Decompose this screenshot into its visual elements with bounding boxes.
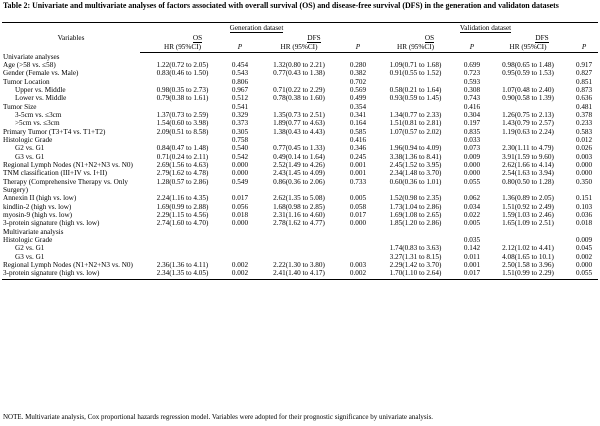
generation-dfs-header	[255, 34, 373, 43]
gen-os-hr-cell: 0.98(0.35 to 2.73)	[156, 85, 209, 94]
gen-dfs-hr-cell: 1.68(0.98 to 2.85)	[273, 202, 325, 211]
val-os-hr-cell: 2.29(1.42 to 3.70)	[389, 261, 442, 270]
val-dfs-hr-cell	[486, 53, 570, 61]
gen-dfs-hr-cell: 0.78(0.38 to 1.60)	[273, 94, 325, 103]
val-os-p-cell: 0.009	[463, 152, 481, 161]
gen-dfs-p-cell: 0.005	[349, 194, 367, 203]
gen-os-hr-cell: 0.84(0.47 to 1.48)	[156, 144, 209, 153]
gen-dfs-hr-cell: 1.89(0.77 to 4.63)	[273, 119, 325, 128]
gen-os-hr-cell: 0.83(0.46 to 1.50)	[156, 69, 209, 78]
hr-header: HR (95%CI)	[373, 43, 458, 53]
gen-os-p-cell: 0.305	[231, 127, 249, 136]
val-os-p-cell: 0.005	[463, 219, 481, 228]
val-os-hr-cell: 1.52(0.98 to 2.35)	[389, 194, 442, 203]
val-dfs-hr-cell: 1.07(0.48 to 2.40)	[502, 85, 554, 94]
gen-dfs-hr-cell	[255, 136, 343, 144]
table-row	[2, 136, 598, 144]
table-row	[2, 228, 598, 236]
gen-dfs-hr-cell: 1.32(0.80 to 2.21)	[273, 60, 325, 69]
variables-header: Variables	[2, 23, 140, 53]
val-os-p-cell: 0.699	[463, 60, 481, 69]
val-dfs-p-cell: 0.045	[575, 244, 593, 253]
val-dfs-hr-cell	[486, 228, 570, 236]
val-os-hr-cell	[373, 136, 458, 144]
table-row	[2, 94, 598, 102]
val-os-p-cell: 0.000	[463, 160, 481, 169]
variable-label: TNM classification (III+IV vs. I+II)	[3, 169, 107, 178]
gen-os-hr-cell	[140, 53, 225, 61]
gen-os-p-cell: 0.967	[231, 85, 249, 94]
val-dfs-p-cell	[570, 53, 598, 61]
gen-dfs-hr-cell: 0.77(0.45 to 1.33)	[273, 144, 325, 153]
variable-label: >5cm vs. ≤3cm	[15, 119, 60, 128]
val-os-hr-cell: 3.27(1.31 to 8.15)	[389, 252, 442, 261]
val-dfs-hr-cell: 0.90(0.58 to 1.39)	[502, 94, 554, 103]
val-os-p-cell	[458, 228, 486, 236]
table-row	[2, 244, 598, 252]
gen-dfs-p-cell: 0.733	[349, 177, 367, 186]
gen-os-hr-cell: 2.36(1.36 to 4.11)	[156, 261, 209, 270]
table-row	[2, 128, 598, 136]
gen-os-p-cell: 0.000	[231, 169, 249, 178]
val-os-p-cell: 0.197	[463, 119, 481, 128]
val-dfs-p-cell: 0.018	[575, 219, 593, 228]
val-os-hr-cell: 1.96(0.94 to 4.09)	[389, 144, 442, 153]
gen-dfs-p-cell	[343, 244, 373, 252]
gen-dfs-hr-cell	[255, 228, 343, 236]
val-os-p-cell: 0.034	[463, 202, 481, 211]
val-os-hr-cell: 1.73(1.04 to 2.86)	[389, 202, 442, 211]
results-table	[2, 22, 598, 280]
val-dfs-hr-cell	[486, 78, 570, 86]
table-row	[2, 86, 598, 94]
p-header: P	[225, 43, 255, 53]
val-dfs-hr-cell: 4.08(1.65 to 10.1)	[502, 252, 554, 261]
validation-dataset-header	[373, 23, 598, 35]
val-os-hr-cell: 1.09(0.71 to 1.68)	[389, 60, 442, 69]
generation-dataset-header	[140, 23, 373, 35]
gen-dfs-hr-cell: 0.77(0.43 to 1.38)	[273, 69, 325, 78]
variable-label: 3-5cm vs. ≤3cm	[15, 110, 62, 119]
gen-dfs-p-cell: 0.017	[349, 211, 367, 220]
p-header: P	[458, 43, 486, 53]
val-dfs-hr-cell	[486, 136, 570, 144]
gen-os-p-cell: 0.002	[225, 269, 255, 279]
val-dfs-p-cell: 0.851	[575, 77, 593, 86]
table-row	[2, 144, 598, 152]
table-row	[2, 261, 598, 269]
val-os-p-cell: 0.011	[464, 252, 480, 261]
table-row	[2, 211, 598, 219]
table-caption: Table 2: Univariate and multivariate analyses of factors associated with overall survival (OS) and disease-free survival (DFS) in the generation and validaton datasets	[3, 1, 559, 10]
gen-os-hr-cell: 0.79(0.38 to 1.61)	[156, 94, 209, 103]
gen-os-hr-cell: 1.69(0.99 to 2.88)	[156, 202, 209, 211]
table-row	[2, 169, 598, 177]
val-os-hr-cell: 1.51(0.81 to 2.81)	[389, 119, 442, 128]
val-dfs-hr-cell: 2.62(1.66 to 4.14)	[502, 160, 554, 169]
gen-dfs-hr-cell: 2.52(1.49 to 4.26)	[273, 160, 325, 169]
gen-os-hr-cell: 2.79(1.62 to 4.78)	[156, 169, 209, 178]
generation-os-header	[140, 34, 255, 43]
val-dfs-p-cell: 0.002	[575, 252, 593, 261]
variable-label: Histologic Grade	[3, 135, 53, 144]
table-row	[2, 161, 598, 169]
table-row	[2, 103, 598, 111]
val-dfs-hr-cell: 2.30(1.11 to 4.79)	[502, 144, 554, 153]
variable-label: Regional Lymph Nodes (N1+N2+N3 vs. N0)	[3, 261, 133, 270]
validation-dfs-header	[486, 34, 598, 43]
val-dfs-p-cell: 0.583	[575, 127, 593, 136]
gen-os-p-cell	[225, 236, 255, 244]
gen-os-p-cell: 0.018	[231, 211, 249, 220]
gen-dfs-p-cell: 0.416	[349, 135, 367, 144]
gen-os-p-cell: 0.758	[231, 135, 249, 144]
val-dfs-hr-cell: 1.65(1.09 to 2.51)	[502, 219, 554, 228]
table-row	[2, 69, 598, 77]
gen-dfs-p-cell: 0.001	[349, 160, 367, 169]
variable-label: Tumor Size	[3, 102, 37, 111]
gen-os-p-cell: 0.542	[231, 152, 249, 161]
gen-dfs-p-cell: 0.280	[349, 60, 367, 69]
val-dfs-p-cell: 0.233	[575, 119, 593, 128]
val-dfs-hr-cell: 3.91(1.59 to 9.60)	[502, 152, 554, 161]
val-os-p-cell: 0.416	[463, 102, 481, 111]
val-dfs-p-cell: 0.103	[575, 202, 593, 211]
gen-os-hr-cell: 1.37(0.73 to 2.59)	[156, 110, 209, 119]
val-os-p-cell: 0.304	[463, 110, 481, 119]
gen-os-hr-cell: 1.28(0.57 to 2.86)	[156, 177, 209, 186]
table-row	[2, 219, 598, 227]
val-os-hr-cell: 0.58(0.21 to 1.64)	[389, 85, 442, 94]
gen-dfs-hr-cell: 0.71(0.22 to 2.29)	[273, 85, 325, 94]
gen-os-hr-cell	[140, 103, 225, 111]
variable-label: Tumor Location	[3, 77, 50, 86]
table-body	[2, 53, 598, 280]
val-os-p-cell: 0.835	[463, 127, 481, 136]
val-os-p-cell: 0.033	[463, 135, 481, 144]
table-row	[2, 253, 598, 261]
gen-os-p-cell: 0.017	[231, 194, 249, 203]
generation-dfs-label: DFS	[307, 34, 321, 42]
gen-os-hr-cell	[140, 228, 225, 236]
val-os-p-cell: 0.062	[463, 194, 481, 203]
gen-os-p-cell: 0.549	[231, 177, 249, 186]
val-os-hr-cell: 0.91(0.55 to 1.52)	[389, 69, 442, 78]
val-dfs-p-cell: 0.917	[575, 60, 593, 69]
gen-dfs-hr-cell: 2.78(1.62 to 4.77)	[273, 219, 325, 228]
gen-dfs-hr-cell: 2.62(1.35 to 5.08)	[273, 194, 325, 203]
val-dfs-p-cell: 0.350	[575, 177, 593, 186]
val-os-p-cell: 0.000	[463, 169, 481, 178]
gen-dfs-hr-cell	[255, 53, 343, 61]
val-dfs-hr-cell: 0.80(0.50 to 1.28)	[502, 177, 554, 186]
validation-dfs-label: DFS	[535, 34, 549, 42]
table-row	[2, 119, 598, 127]
val-dfs-hr-cell: 1.19(0.63 to 2.24)	[502, 127, 554, 136]
hr-header: HR (95%CI)	[486, 43, 570, 53]
val-dfs-p-cell	[570, 228, 598, 236]
val-os-p-cell: 0.035	[463, 236, 481, 245]
table-row	[2, 111, 598, 119]
gen-dfs-hr-cell: 2.43(1.45 to 4.09)	[273, 169, 325, 178]
gen-dfs-p-cell: 0.499	[349, 94, 367, 103]
gen-os-hr-cell: 1.22(0.72 to 2.05)	[156, 60, 209, 69]
val-os-hr-cell	[373, 236, 458, 244]
gen-os-p-cell	[225, 53, 255, 61]
val-dfs-p-cell: 0.026	[575, 144, 593, 153]
gen-dfs-p-cell: 0.245	[349, 152, 367, 161]
table-row	[2, 194, 598, 202]
val-dfs-hr-cell: 2.12(1.02 to 4.41)	[502, 244, 554, 253]
gen-dfs-hr-cell: 2.41(1.40 to 4.17)	[255, 269, 343, 279]
variable-label: kindlin-2 (high vs. low)	[3, 202, 72, 211]
gen-os-hr-cell: 1.54(0.60 to 3.98)	[156, 119, 209, 128]
table-row	[2, 203, 598, 211]
val-os-p-cell: 0.308	[463, 85, 481, 94]
variable-label: Primary Tumor (T3+T4 vs. T1+T2)	[3, 127, 106, 136]
val-os-p-cell: 0.073	[463, 144, 481, 153]
gen-os-p-cell: 0.512	[231, 94, 249, 103]
table-row	[2, 78, 598, 86]
gen-dfs-p-cell: 0.354	[349, 102, 367, 111]
variable-label: myosin-9 (high vs. low)	[3, 211, 73, 220]
gen-dfs-p-cell: 0.341	[349, 110, 367, 119]
table-row	[2, 61, 598, 69]
val-dfs-hr-cell: 2.54(1.63 to 3.94)	[502, 169, 554, 178]
val-os-p-cell	[458, 53, 486, 61]
gen-dfs-hr-cell	[255, 253, 343, 261]
table-row	[2, 178, 598, 195]
gen-dfs-hr-cell	[255, 78, 343, 86]
gen-dfs-hr-cell	[255, 103, 343, 111]
generation-os-label: OS	[192, 34, 203, 42]
gen-os-p-cell	[225, 228, 255, 236]
val-dfs-hr-cell: 1.26(0.75 to 2.13)	[502, 110, 554, 119]
val-dfs-p-cell: 0.000	[575, 160, 593, 169]
hr-header: HR (95%CI)	[140, 43, 225, 53]
generation-dataset-label: Generation dataset	[229, 24, 284, 32]
gen-dfs-hr-cell: 2.31(1.16 to 4.60)	[273, 211, 325, 220]
val-dfs-p-cell: 0.151	[575, 194, 593, 203]
table-row	[2, 236, 598, 244]
table-row	[2, 269, 598, 279]
variable-label: G2 vs. G1	[15, 244, 45, 253]
gen-os-p-cell: 0.543	[231, 69, 249, 78]
val-dfs-p-cell: 0.055	[570, 269, 598, 279]
val-os-p-cell: 0.723	[463, 69, 481, 78]
validation-os-label: OS	[424, 34, 435, 42]
validation-os-header	[373, 34, 486, 43]
val-os-hr-cell: 1.74(0.83 to 3.63)	[389, 244, 442, 253]
gen-os-p-cell: 0.373	[231, 119, 249, 128]
gen-dfs-p-cell	[343, 53, 373, 61]
val-os-p-cell: 0.593	[463, 77, 481, 86]
val-os-hr-cell: 0.93(0.59 to 1.45)	[389, 94, 442, 103]
hr-header: HR (95%CI)	[255, 43, 343, 53]
gen-os-hr-cell	[140, 236, 225, 244]
gen-os-hr-cell	[140, 136, 225, 144]
gen-dfs-hr-cell: 0.86(0.36 to 2.06)	[273, 177, 325, 186]
val-dfs-p-cell: 0.003	[575, 152, 593, 161]
validation-dataset-label: Validation dataset	[459, 24, 512, 32]
gen-os-p-cell: 0.806	[231, 77, 249, 86]
val-dfs-p-cell: 0.000	[575, 261, 593, 270]
gen-dfs-hr-cell: 1.38(0.43 to 4.43)	[273, 127, 325, 136]
variable-label: G3 vs. G1	[15, 152, 45, 161]
gen-os-p-cell: 0.056	[231, 202, 249, 211]
gen-os-hr-cell	[140, 78, 225, 86]
gen-os-hr-cell	[140, 244, 225, 252]
gen-os-hr-cell: 2.09(0.51 to 8.58)	[156, 127, 209, 136]
variable-label: 3-protein signature (high vs. low)	[3, 219, 100, 228]
val-os-p-cell: 0.022	[463, 211, 481, 220]
gen-os-hr-cell: 2.29(1.15 to 4.56)	[156, 211, 209, 220]
gen-dfs-p-cell: 0.702	[349, 77, 367, 86]
val-os-hr-cell	[373, 103, 458, 111]
variable-label: Univariate analyses	[3, 52, 60, 61]
gen-os-hr-cell: 2.74(1.60 to 4.70)	[156, 219, 209, 228]
p-header: P	[570, 43, 598, 53]
val-os-p-cell: 0.142	[463, 244, 481, 253]
variable-label: Upper vs. Middle	[15, 85, 66, 94]
val-os-hr-cell: 0.60(0.36 to 1.01)	[389, 177, 442, 186]
val-dfs-hr-cell: 2.50(1.58 to 3.96)	[502, 261, 554, 270]
variable-label: G3 vs. G1	[15, 252, 45, 261]
gen-os-p-cell: 0.329	[231, 110, 249, 119]
table-row	[2, 153, 598, 161]
gen-dfs-p-cell: 0.001	[349, 169, 367, 178]
val-dfs-hr-cell: 1.36(0.89 to 2.05)	[502, 194, 554, 203]
gen-dfs-p-cell: 0.569	[349, 85, 367, 94]
val-os-hr-cell: 1.69(1.08 to 2.65)	[389, 211, 442, 220]
val-dfs-hr-cell: 1.59(1.03 to 2.46)	[502, 211, 554, 220]
val-dfs-p-cell: 0.636	[575, 94, 593, 103]
variable-label: Regional Lymph Nodes (N1+N2+N3 vs. N0)	[3, 160, 133, 169]
val-os-hr-cell: 2.45(1.52 to 3.95)	[389, 160, 442, 169]
gen-dfs-p-cell: 0.382	[349, 69, 367, 78]
val-dfs-p-cell: 0.481	[575, 102, 593, 111]
gen-dfs-hr-cell	[255, 244, 343, 252]
val-dfs-hr-cell: 1.51(0.99 to 2.29)	[486, 269, 570, 279]
val-dfs-p-cell: 0.009	[575, 236, 593, 245]
table-row	[2, 53, 598, 61]
variable-label: Gender (Female vs. Male)	[3, 69, 79, 78]
val-os-p-cell: 0.743	[463, 94, 481, 103]
gen-os-p-cell: 0.540	[231, 144, 249, 153]
val-os-hr-cell: 1.85(1.20 to 2.86)	[389, 219, 442, 228]
val-dfs-p-cell: 0.873	[575, 85, 593, 94]
variable-label: Lower vs. Middle	[15, 94, 67, 103]
gen-dfs-p-cell: 0.000	[349, 219, 367, 228]
variable-label: Therapy (Comprehensive Therapy vs. Only Surgery)	[3, 177, 129, 194]
p-header: P	[343, 43, 373, 53]
gen-dfs-hr-cell	[255, 236, 343, 244]
variable-label: G2 vs. G1	[15, 144, 45, 153]
val-os-hr-cell: 2.34(1.48 to 3.70)	[389, 169, 442, 178]
header-row-datasets	[2, 23, 598, 35]
val-dfs-p-cell: 0.000	[575, 169, 593, 178]
val-os-hr-cell: 1.07(0.57 to 2.02)	[389, 127, 442, 136]
gen-os-p-cell: 0.000	[231, 160, 249, 169]
gen-dfs-p-cell: 0.346	[349, 144, 367, 153]
gen-dfs-p-cell: 0.058	[349, 202, 367, 211]
variable-label: 3-protein signature (high vs. low)	[2, 269, 140, 279]
gen-os-p-cell: 0.002	[231, 261, 249, 270]
gen-os-p-cell	[225, 244, 255, 252]
gen-dfs-p-cell	[343, 253, 373, 261]
gen-dfs-p-cell	[343, 236, 373, 244]
table-note: NOTE. Multivariate analysis, Cox proportional hazards regression model. Variables were adopted for their prognostic significance by univariate analysis.	[3, 413, 434, 421]
gen-dfs-p-cell	[343, 228, 373, 236]
val-os-hr-cell: 3.38(1.36 to 8.41)	[389, 152, 442, 161]
gen-dfs-p-cell: 0.002	[343, 269, 373, 279]
gen-os-p-cell: 0.000	[231, 219, 249, 228]
val-dfs-hr-cell	[486, 103, 570, 111]
val-os-hr-cell	[373, 78, 458, 86]
gen-dfs-p-cell: 0.585	[349, 127, 367, 136]
variable-label: Multivariate analysis	[3, 227, 64, 236]
val-os-hr-cell	[373, 53, 458, 61]
gen-os-hr-cell: 2.69(1.56 to 4.63)	[156, 160, 209, 169]
val-os-hr-cell: 1.34(0.77 to 2.33)	[389, 110, 442, 119]
val-dfs-hr-cell: 1.51(0.92 to 2.49)	[502, 202, 554, 211]
val-dfs-hr-cell: 1.43(0.79 to 2.57)	[502, 119, 554, 128]
val-dfs-hr-cell: 0.98(0.65 to 1.48)	[502, 60, 554, 69]
val-os-hr-cell: 1.70(1.10 to 2.64)	[373, 269, 458, 279]
variable-label: Age (>58 vs. ≤58)	[3, 60, 56, 69]
val-dfs-p-cell: 0.378	[575, 110, 593, 119]
val-os-p-cell: 0.017	[458, 269, 486, 279]
gen-os-p-cell: 0.541	[231, 102, 249, 111]
val-dfs-p-cell: 0.827	[575, 69, 593, 78]
val-dfs-p-cell: 0.036	[575, 211, 593, 220]
val-os-p-cell: 0.001	[463, 261, 481, 270]
gen-os-hr-cell: 0.71(0.24 to 2.11)	[156, 152, 209, 161]
val-os-p-cell: 0.055	[463, 177, 481, 186]
gen-os-p-cell	[225, 253, 255, 261]
variable-label: Annexin II (high vs. low)	[3, 194, 77, 203]
gen-dfs-hr-cell: 2.22(1.30 to 3.80)	[273, 261, 325, 270]
variable-label: Histologic Grade	[3, 236, 53, 245]
gen-dfs-p-cell: 0.003	[349, 261, 367, 270]
gen-os-hr-cell: 2.34(1.35 to 4.05)	[140, 269, 225, 279]
gen-os-p-cell: 0.454	[231, 60, 249, 69]
gen-dfs-hr-cell: 1.35(0.73 to 2.51)	[273, 110, 325, 119]
gen-dfs-hr-cell: 0.49(0.14 to 1.64)	[273, 152, 325, 161]
gen-dfs-p-cell: 0.164	[349, 119, 367, 128]
val-os-hr-cell	[373, 228, 458, 236]
val-dfs-hr-cell	[486, 236, 570, 244]
val-dfs-hr-cell: 0.95(0.59 to 1.53)	[502, 69, 554, 78]
gen-os-hr-cell	[140, 253, 225, 261]
gen-os-hr-cell: 2.24(1.16 to 4.35)	[156, 194, 209, 203]
val-dfs-p-cell: 0.012	[575, 135, 593, 144]
